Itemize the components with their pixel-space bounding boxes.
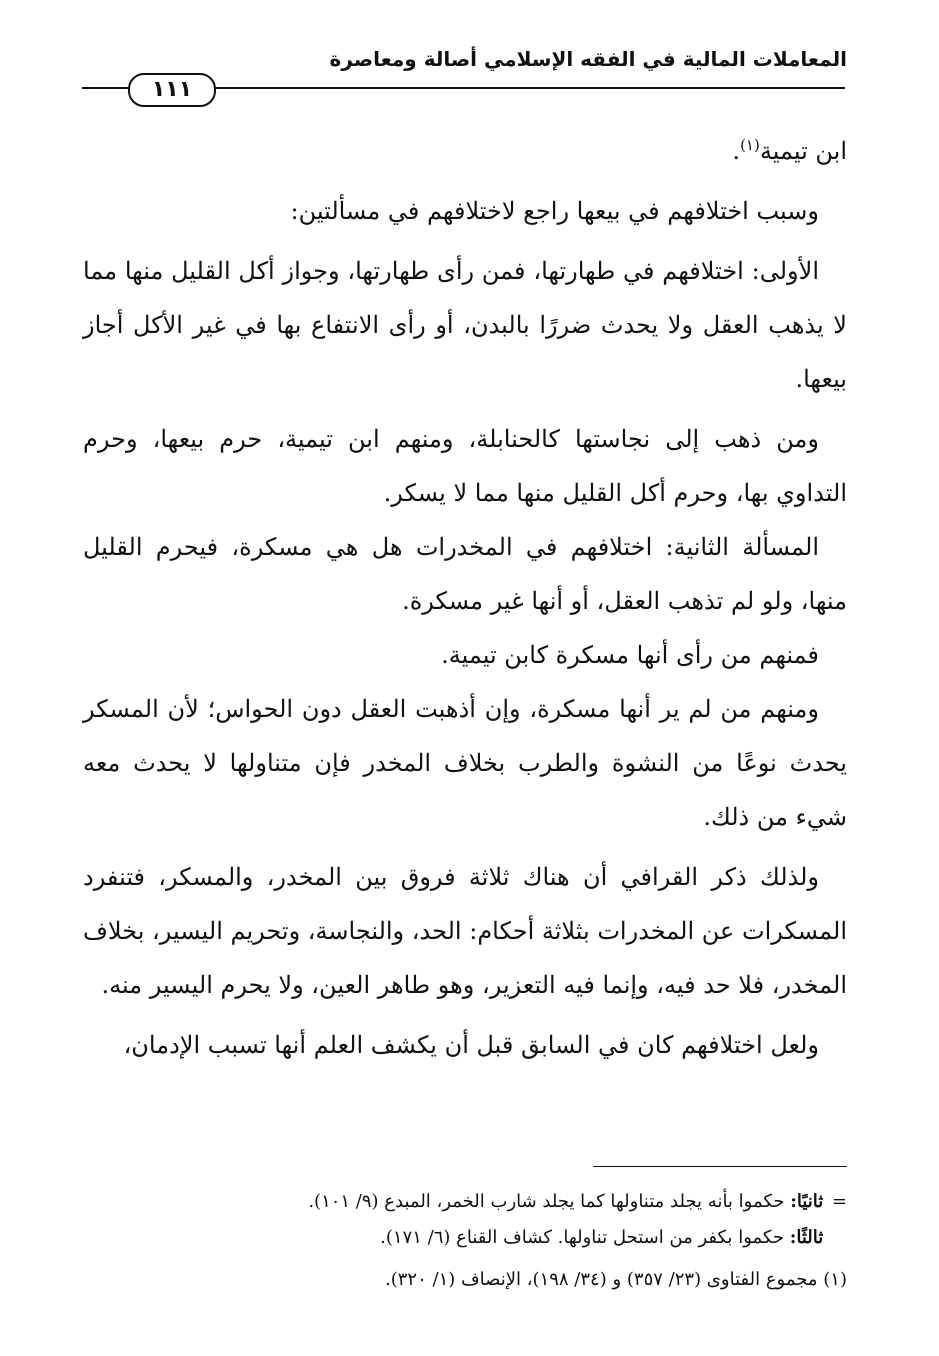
footnote-continued-b: [83, 1220, 847, 1256]
footnote-continued-a: [83, 1184, 847, 1220]
paragraph-4: ومن ذهب إلى نجاستها كالحنابلة، ومنهم ابن تيمية، حرم بيعها، وحرم التداوي بها، وحرم أكل القليل منها مما لا يسكر.: [83, 425, 847, 507]
paragraph-1-end: .: [732, 137, 741, 165]
footnote-b-text: حكموا بكفر من استحل تناولها. كشاف القناع (٦/ ١٧١).: [380, 1227, 784, 1248]
footnote-rule: [593, 1166, 847, 1167]
footnote-continuation-mark: =: [831, 1191, 847, 1212]
paragraph-1: [83, 124, 847, 178]
running-title: المعاملات المالية في الفقه الإسلامي أصالة ومعاصرة: [329, 47, 847, 71]
footnote-a-text: حكموا بأنه يجلد متناولها كما يجلد شارب الخمر، المبدع (٩/ ١٠١).: [308, 1191, 785, 1212]
footnote-reference-1: (١): [740, 136, 760, 154]
paragraph-3: الأولى: اختلافهم في طهارتها، فمن رأى طهارتها، وجواز أكل القليل منها مما لا يذهب العقل ولا يحدث ضررًا بالبدن، أو رأى الانتفاع بها في غير الأكل أجاز بيعها.: [83, 257, 847, 393]
paragraph-2: وسبب اختلافهم في بيعها راجع لاختلافهم في مسألتين:: [290, 197, 819, 225]
paragraph-5: المسألة الثانية: اختلافهم في المخدرات هل هي مسكرة، فيحرم القليل منها، ولو لم تذهب العقل، أو أنها غير مسكرة.: [83, 533, 847, 615]
footnotes: [83, 1184, 847, 1298]
footnote-1: [83, 1262, 847, 1298]
footnote-b-label: ثالثًا:: [789, 1227, 824, 1248]
footnote-a-label: ثانيًا:: [790, 1191, 824, 1212]
paragraph-9: ولعل اختلافهم كان في السابق قبل أن يكشف العلم أنها تسبب الإدمان،: [123, 1031, 819, 1059]
body-text: [83, 124, 847, 1072]
page-number: ١١١: [128, 73, 216, 107]
footnote-1-number: (١): [823, 1269, 847, 1290]
paragraph-6: فمنهم من رأى أنها مسكرة كابن تيمية.: [441, 641, 819, 669]
paragraph-8: ولذلك ذكر القرافي أن هناك ثلاثة فروق بين المخدر، والمسكر، فتنفرد المسكرات عن المخدرات بثلاثة أحكام: الحد، والنجاسة، وتحريم اليسير، بخلاف المخدر، فلا حد فيه، وإنما فيه التعزير، وهو طاهر العين، ولا يحرم اليسير منه.: [83, 863, 847, 999]
footnote-1-text: مجموع الفتاوى (٢٣/ ٣٥٧) و (٣٤/ ١٩٨)، الإنصاف (١/ ٣٢٠).: [385, 1269, 818, 1290]
paragraph-1-text: ابن تيمية: [759, 137, 847, 165]
paragraph-7: ومنهم من لم ير أنها مسكرة، وإن أذهبت العقل دون الحواس؛ لأن المسكر يحدث نوعًا من النشوة والطرب بخلاف المخدر فإن متناولها لا يحدث معه شيء من ذلك.: [83, 695, 847, 831]
